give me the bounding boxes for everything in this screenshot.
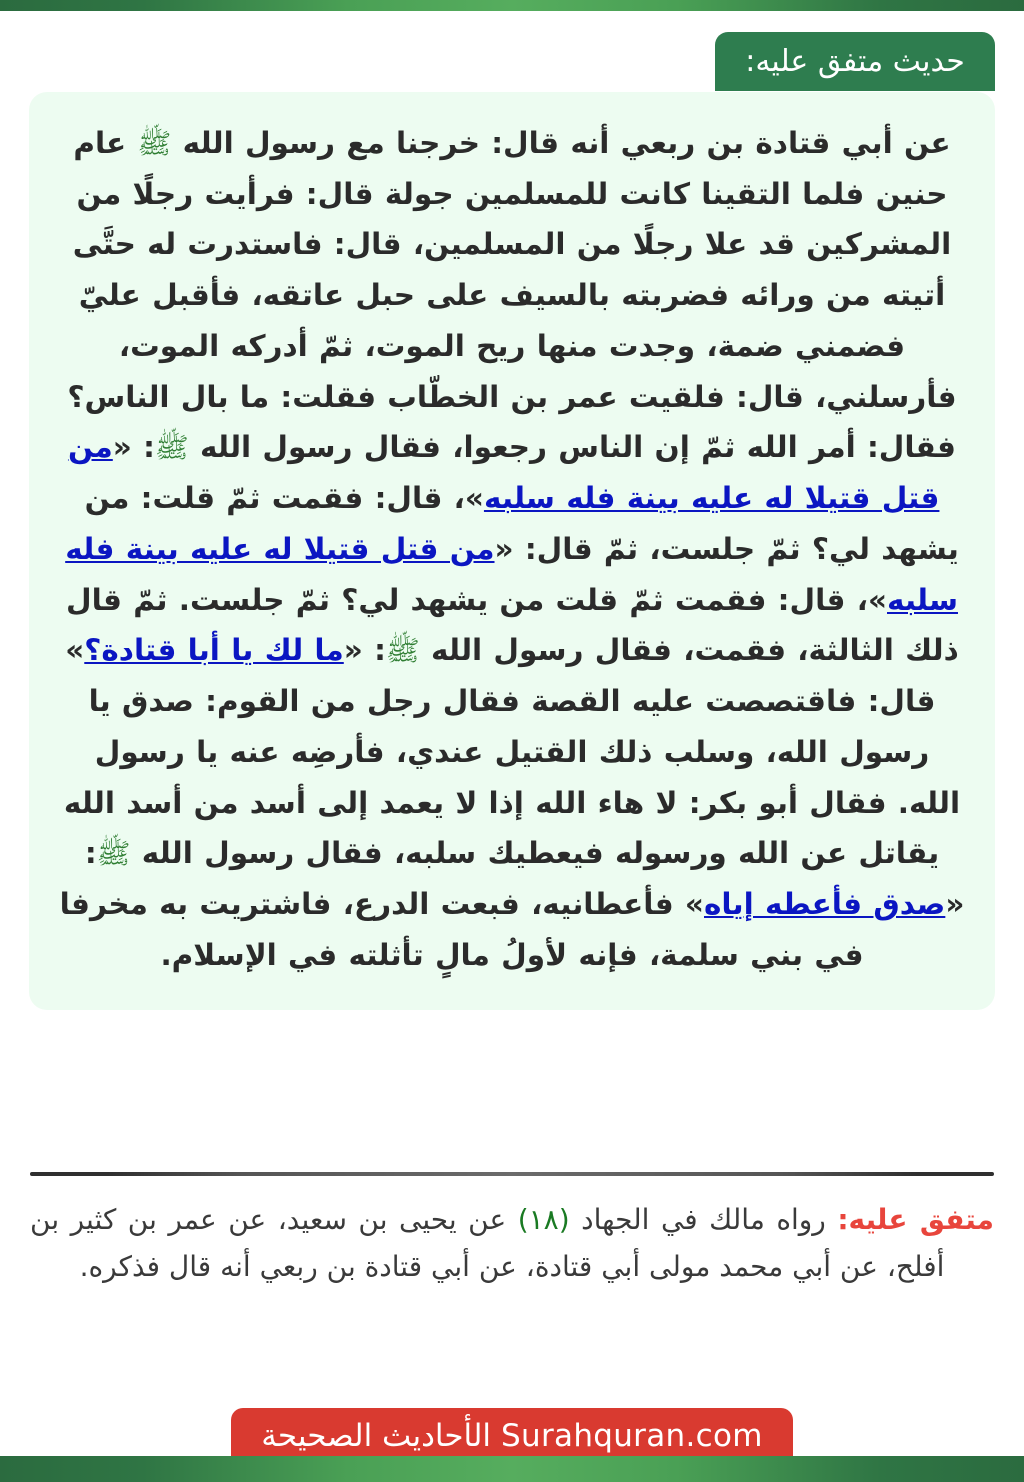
- quote-run: صدق فأعطه إياه: [704, 887, 946, 922]
- salla-run: ﷺ: [96, 837, 131, 871]
- hadith-panel: [29, 92, 995, 1010]
- footer-arabic-label: الأحاديث الصحيحة: [261, 1418, 492, 1454]
- salla-run: ﷺ: [385, 634, 420, 668]
- section-divider: [30, 1172, 994, 1176]
- top-green-bar: [0, 0, 1024, 11]
- bottom-green-bar: [0, 1456, 1024, 1482]
- quote-run: من قتل قتيلا له عليه بينة فله سلبه: [65, 531, 958, 617]
- header-badge-row: [0, 32, 1024, 92]
- hadith-body-text: عن أبي قتادة بن ربعي أنه قال: خرجنا مع رسول الله ﷺ عام حنين فلما التقينا كانت للمسلمين جولة قال: فرأيت رجلًا من المشركين قد علا رجلًا من المسلمين، قال: فاستدرت له حتَّى أتيته من ورائه فضربته بالسيف على حبل عاتقه، فأقبل عليّ فضمني ضمة، وجدت منها ريح الموت، ثمّ أدركه الموت، فأرسلني، قال: فلقيت عمر بن الخطّاب فقلت: ما بال الناس؟ فقال: أمر الله ثمّ إن الناس رجعوا، فقال رسول الله ﷺ: «من قتل قتيلا له عليه بينة فله سلبه»، قال: فقمت ثمّ قلت: من يشهد لي؟ ثمّ جلست، ثمّ قال: «من قتل قتيلا له عليه بينة فله سلبه»، قال: فقمت ثمّ قلت من يشهد لي؟ ثمّ جلست. ثمّ قال ذلك الثالثة، فقمت، فقال رسول الله ﷺ: «ما لك يا أبا قتادة؟» قال: فاقتصصت عليه القصة فقال رجل من القوم: صدق يا رسول الله، وسلب ذلك القتيل عندي، فأرضِه عنه يا رسول الله. فقال أبو بكر: لا هاء الله إذا لا يعمد إلى أسد من أسد الله يقاتل عن الله ورسوله فيعطيك سلبه، فقال رسول الله ﷺ: «صدق فأعطه إياه» فأعطانيه، فبعت الدرع، فاشتريت به مخرفا في بني سلمة، فإنه لأولُ مالٍ تأثلته في الإسلام.: [59, 126, 965, 972]
- salla-run: ﷺ: [137, 127, 172, 160]
- quote-run: من قتل قتيلا له عليه بينة فله سلبه: [67, 430, 940, 516]
- salla-run: ﷺ: [154, 431, 189, 465]
- site-name-label: Surahquran.com: [501, 1418, 763, 1454]
- quote-run: ما لك يا أبا قتادة؟: [84, 633, 344, 668]
- hadith-grade-badge: حديث متفق عليه:: [715, 32, 995, 91]
- hadith-attribution: متفق عليه: رواه مالك في الجهاد (١٨) عن يحيى بن سعيد، عن عمر بن كثير بن أفلح، عن أبي محمد مولى أبي قتادة، عن أبي قتادة بن ربعي أنه قال فذكره.: [30, 1203, 994, 1284]
- number-run: (١٨): [517, 1203, 570, 1236]
- label-run: متفق عليه:: [837, 1203, 994, 1236]
